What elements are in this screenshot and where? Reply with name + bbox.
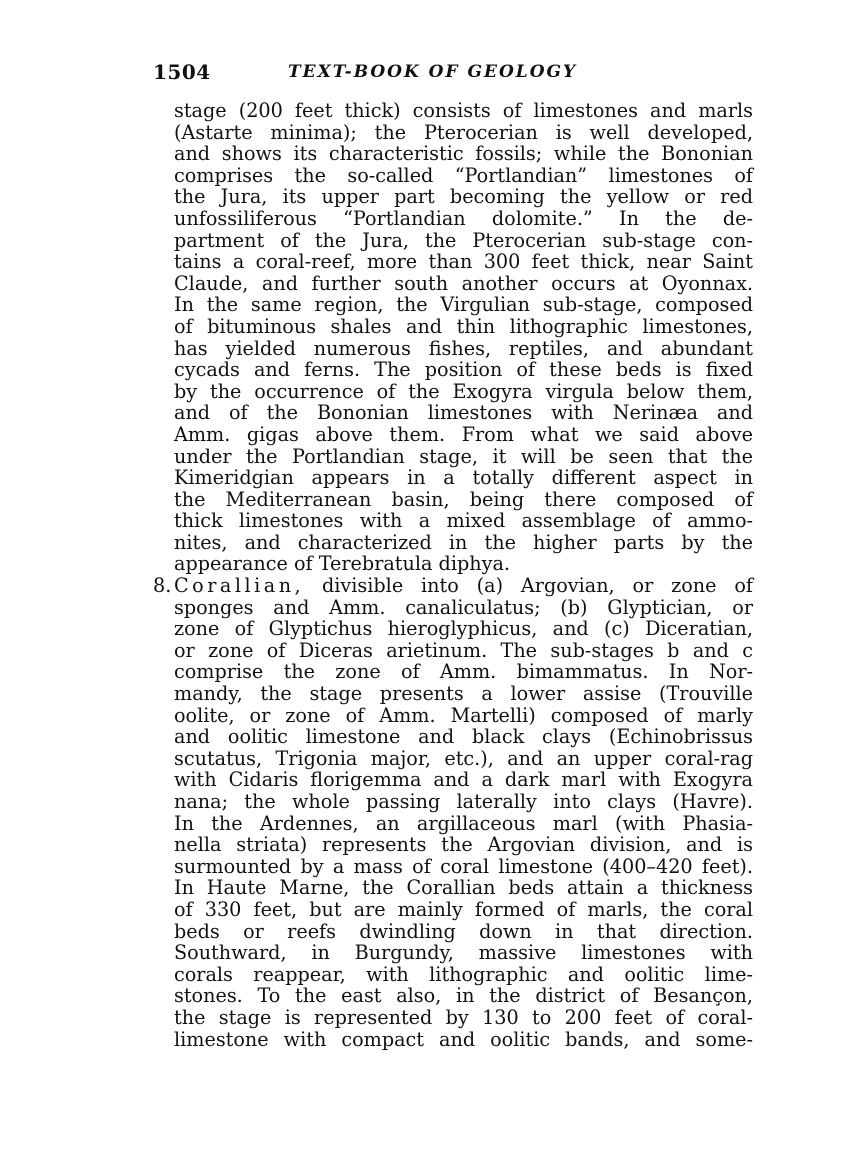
text-line: with Cidaris florigemma and a dark marl with Exogyra — [174, 768, 753, 792]
text-line: oolite, or zone of Amm. Martelli) composed of marly — [174, 703, 753, 727]
text-line: stage (200 feet thick) consists of limestones and marls — [174, 99, 753, 122]
item-number: 8. — [153, 574, 172, 598]
text-line: thick limestones with a mixed assemblage of ammo- — [174, 509, 753, 533]
text-line: partment of the Jura, the Pterocerian sub-stage con- — [174, 228, 753, 252]
running-title: TEXT-BOOK OF GEOLOGY — [288, 62, 578, 82]
text-line: appearance of Terebratula diphya. — [174, 552, 510, 576]
text-line: of bituminous shales and thin lithographic limestones, — [174, 314, 753, 338]
text-line: nella striata) represents the Argovian division, and is — [174, 833, 753, 857]
text-line: In Haute Marne, the Corallian beds attain a thickness — [174, 876, 753, 900]
page-number: 1504 — [153, 60, 211, 84]
text-line: surmounted by a mass of coral limestone (400–420 feet). — [174, 854, 753, 878]
text-line: stones. To the east also, in the district of Besançon, — [174, 984, 753, 1008]
numbered-item-corallian — [153, 575, 753, 1050]
text-line: Claude, and further south another occurs at Oyonnax. — [174, 271, 753, 295]
page-header — [153, 60, 753, 90]
text-line: scutatus, Trigonia major, etc.), and an upper coral-rag — [174, 746, 753, 770]
text-line: and shows its characteristic fossils; while the Bononian — [174, 142, 753, 166]
text-line: Amm. gigas above them. From what we said above — [174, 422, 753, 446]
text-line: the Jura, its upper part becoming the yellow or red — [174, 185, 753, 209]
text-line: cycads and ferns. The position of these beds is fixed — [174, 358, 753, 382]
text-line: In the same region, the Virgulian sub-stage, composed — [174, 293, 753, 317]
text-line: beds or reefs dwindling down in that direction. — [174, 919, 753, 943]
text-line: tains a coral-reef, more than 300 feet thick, near Saint — [174, 250, 753, 274]
text-line: comprises the so-called “Portlandian” limestones of — [174, 163, 753, 187]
body-text — [153, 100, 753, 1050]
text-line: sponges and Amm. canaliculatus; (b) Glyptician, or — [174, 595, 753, 619]
text-line: mandy, the stage presents a lower assise (Trouville — [174, 682, 753, 706]
text-line: by the occurrence of the Exogyra virgula below them, — [174, 379, 753, 403]
text-line: and oolitic limestone and black clays (Echinobrissus — [174, 725, 753, 749]
text-line: Kimeridgian appears in a totally different aspect in — [174, 466, 753, 490]
text-line: (Astarte minima); the Pterocerian is well developed, — [174, 120, 753, 144]
item-heading: Corallian, — [174, 574, 305, 598]
paragraph-continuation — [153, 100, 753, 575]
text-line: or zone of Diceras arietinum. The sub-stages b and c — [174, 638, 753, 662]
text-line: and of the Bononian limestones with Nerinæa and — [174, 401, 753, 425]
text-line: under the Portlandian stage, it will be seen that the — [174, 444, 753, 468]
text-line: corals reappear, with lithographic and oolitic lime- — [174, 962, 753, 986]
text-line: nites, and characterized in the higher parts by the — [174, 530, 753, 554]
text-line: comprise the zone of Amm. bimammatus. In Nor- — [174, 660, 753, 684]
text-line: Southward, in Burgundy, massive limestones with — [174, 941, 753, 965]
item-first-line-text: divisible into (a) Argovian, or zone of — [304, 574, 753, 598]
item-first-line — [153, 575, 753, 597]
text-line: zone of Glyptichus hieroglyphicus, and (c) Diceratian, — [174, 617, 753, 641]
text-line: In the Ardennes, an argillaceous marl (with Phasia- — [174, 811, 753, 835]
text-line: nana; the whole passing laterally into clays (Havre). — [174, 790, 753, 813]
text-line: the Mediterranean basin, being there composed of — [174, 487, 753, 511]
text-line: unfossiliferous “Portlandian dolomite.” In the de- — [174, 206, 753, 230]
text-line: of 330 feet, but are mainly formed of marls, the coral — [174, 897, 753, 921]
text-line: limestone with compact and oolitic bands, and some- — [174, 1027, 753, 1051]
text-line: the stage is represented by 130 to 200 feet of coral- — [174, 1005, 753, 1029]
text-line: has yielded numerous fishes, reptiles, and abundant — [174, 336, 753, 360]
